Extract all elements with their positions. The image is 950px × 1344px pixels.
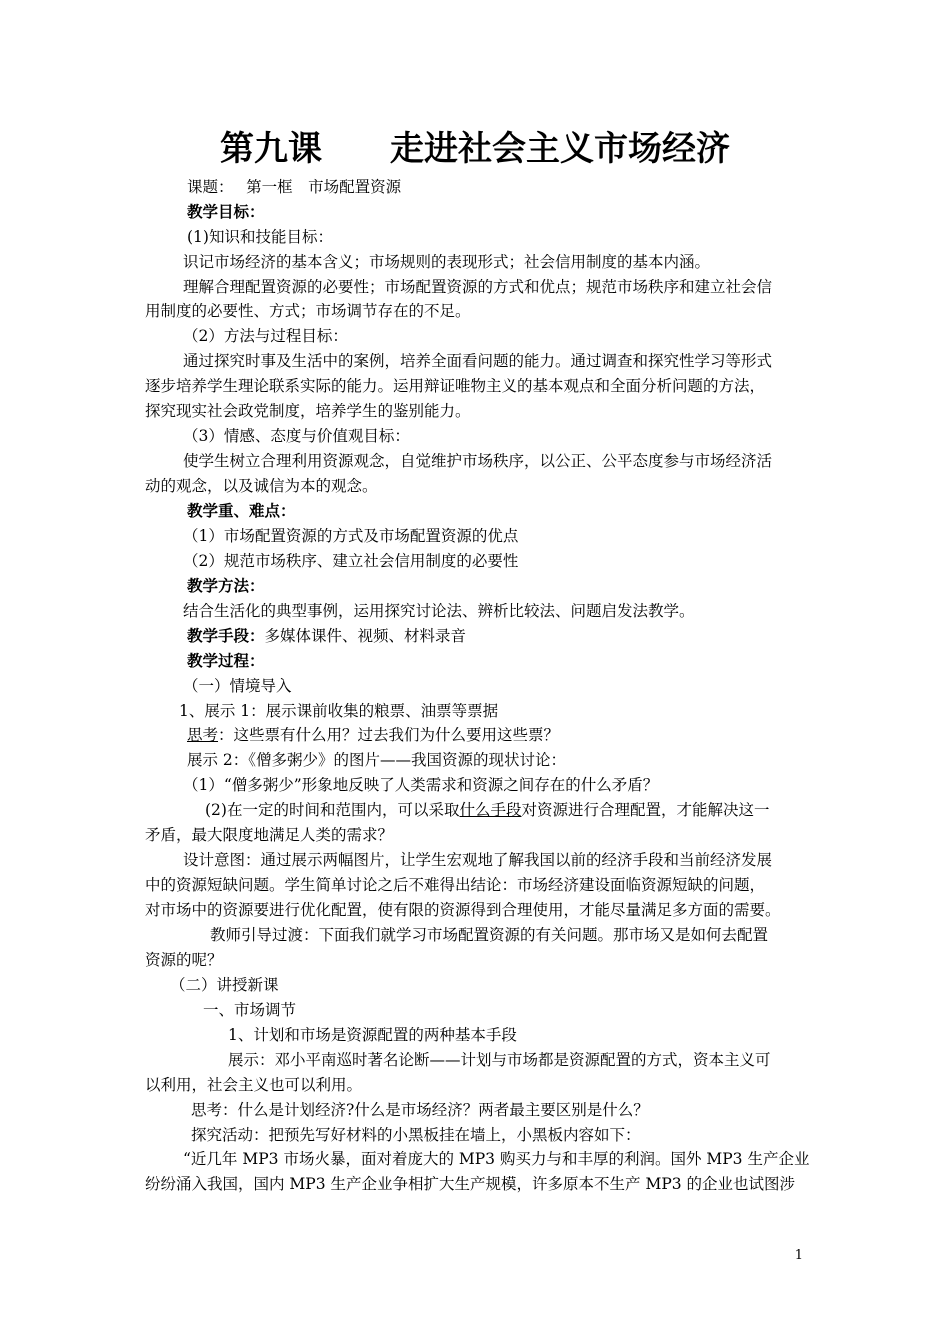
text-line: 资源的呢？ (145, 951, 223, 969)
page-number: 1 (794, 1248, 803, 1263)
section-heading-process: 教学过程： (187, 652, 265, 670)
text-line: 一、市场调节 (203, 1001, 297, 1019)
section-heading-means (187, 624, 466, 648)
text-line: 以利用，社会主义也可以利用。 (145, 1076, 363, 1094)
means-text: 多媒体课件、视频、材料录音 (264, 627, 467, 645)
text-fragment: 对资源进行合理配置，才能解决这一 (521, 801, 770, 819)
text-line: 纷纷涌入我国，国内 MP3 生产企业争相扩大生产规模，许多原本不生产 MP3 的企业也试图涉 (145, 1175, 796, 1193)
text-line: 动的观念，以及诚信为本的观念。 (145, 477, 378, 495)
text-line: 用制度的必要性、方式；市场调节存在的不足。 (145, 302, 471, 320)
section-heading-objectives: 教学目标： (187, 203, 265, 221)
text-line: 展示：邓小平南巡时著名论断——计划与市场都是资源配置的方式，资本主义可 (228, 1051, 771, 1069)
text-line: 中的资源短缺问题。学生简单讨论之后不难得出结论：市场经济建设面临资源短缺的问题， (145, 876, 766, 894)
text-line: （2）方法与过程目标： (183, 327, 348, 345)
text-line: 对市场中的资源要进行优化配置，使有限的资源得到合理使用，才能尽量满足多方面的需要。 (145, 901, 781, 919)
text-line: 矛盾，最大限度地满足人类的需求？ (145, 826, 394, 844)
text-line: （一）情境导入 (183, 677, 292, 695)
text-line: 理解合理配置资源的必要性；市场配置资源的方式和优点；规范市场秩序和建立社会信 (183, 278, 773, 296)
text-line: 教师引导过渡：下面我们就学习市场配置资源的有关问题。那市场又是如何去配置 (210, 926, 769, 944)
lesson-topic: 课题： 第一框 市场配置资源 (187, 178, 402, 196)
text-line (205, 798, 770, 822)
text-line: （1）市场配置资源的方式及市场配置资源的优点 (183, 527, 519, 545)
text-line: （1）“僧多粥少”形象地反映了人类需求和资源之间存在的什么矛盾？ (183, 776, 659, 794)
text-line: 逐步培养学生理论联系实际的能力。运用辩证唯物主义的基本观点和全面分析问题的方法， (145, 377, 766, 395)
text-line: 1、计划和市场是资源配置的两种基本手段 (228, 1026, 517, 1044)
text-line: 识记市场经济的基本含义；市场规则的表现形式；社会信用制度的基本内涵。 (183, 253, 711, 271)
page-title: 第九课 走进社会主义市场经济 (220, 129, 730, 169)
text-line: 设计意图：通过展示两幅图片，让学生宏观地了解我国以前的经济手段和当前经济发展 (183, 851, 773, 869)
text-line: 使学生树立合理利用资源观念，自觉维护市场秩序，以公正、公平态度参与市场经济活 (183, 452, 773, 470)
text-line: （3）情感、态度与价值观目标： (183, 427, 410, 445)
text-line: 结合生活化的典型事例，运用探究讨论法、辨析比较法、问题启发法教学。 (183, 602, 695, 620)
underlined-phrase: 什么手段 (459, 801, 522, 819)
text-line: （二）讲授新课 (170, 976, 279, 994)
section-heading-key-points: 教学重、难点： (187, 502, 296, 520)
text-line: “近几年 MP3 市场火暴，面对着庞大的 MP3 购买力与和丰厚的利润。国外 MP3 生产企业 (183, 1150, 810, 1168)
text-line: 探究现实社会政党制度，培养学生的鉴别能力。 (145, 402, 471, 420)
text-line: 思考：什么是计划经济?什么是市场经济？两者最主要区别是什么？ (191, 1101, 649, 1119)
think-label: 思考 (187, 726, 219, 744)
think-text: ：这些票有什么用？过去我们为什么要用这些票？ (218, 726, 560, 744)
text-fragment: (2)在一定的时间和范围内，可以采取 (205, 801, 460, 819)
text-line: 1、展示 1：展示课前收集的粮票、油票等票据 (179, 702, 499, 720)
text-line (187, 723, 559, 747)
text-line: 展示 2：《僧多粥少》的图片——我国资源的现状讨论： (187, 751, 567, 769)
text-line: (1)知识和技能目标： (187, 228, 333, 246)
section-heading-methods: 教学方法： (187, 577, 265, 595)
text-line: 通过探究时事及生活中的案例，培养全面看问题的能力。通过调查和探究性学习等形式 (183, 352, 773, 370)
text-line: （2）规范市场秩序、建立社会信用制度的必要性 (183, 552, 519, 570)
text-line: 探究活动：把预先写好材料的小黑板挂在墙上，小黑板内容如下： (191, 1126, 641, 1144)
means-label: 教学手段： (187, 627, 265, 645)
